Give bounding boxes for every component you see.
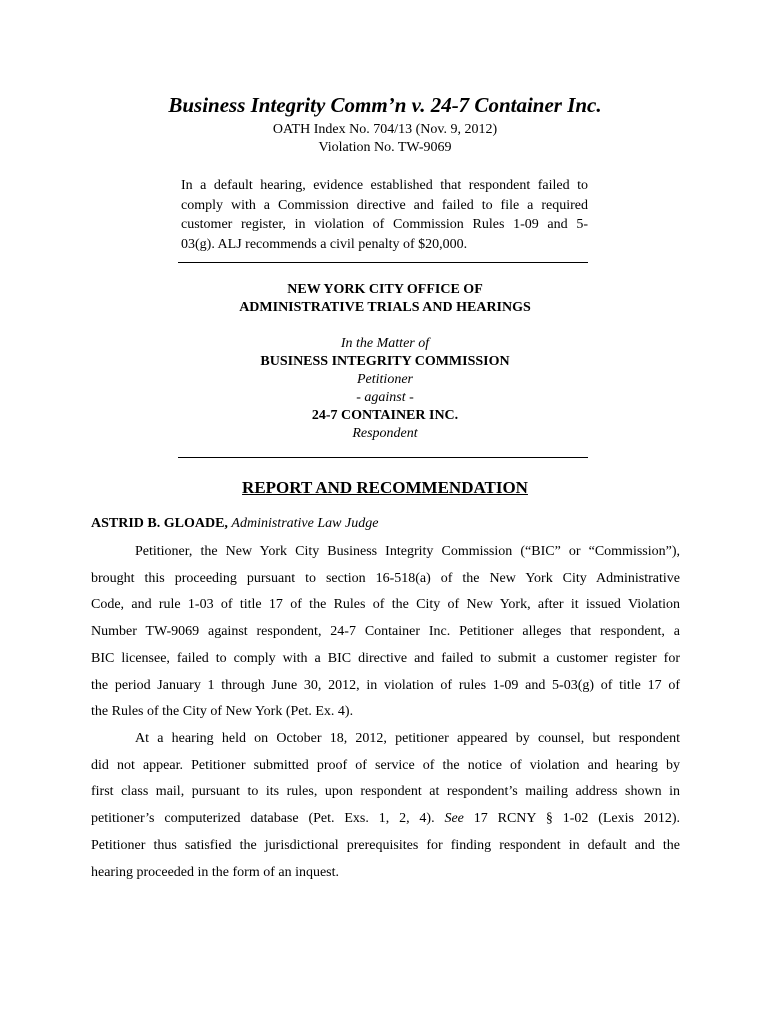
divider	[178, 457, 588, 458]
citation-signal: See	[444, 811, 464, 827]
body-line	[91, 811, 680, 827]
body-text-segment: petitioner’s computerized database (Pet. Exs. 1, 2, 4).	[91, 811, 445, 827]
body-line: At a hearing held on October 18, 2012, petitioner appeared by counsel, but respondent	[135, 731, 680, 746]
index-line: OATH Index No. 704/13 (Nov. 9, 2012)	[272, 122, 498, 137]
body-line: Code, and rule 1-03 of title 17 of the Rules of the City of New York, after it issued Violation	[91, 597, 680, 613]
summary-line: comply with a Commission directive and failed to file a required	[181, 197, 588, 213]
body-line: hearing proceeded in the form of an inquest.	[91, 864, 340, 880]
body-line: Petitioner thus satisfied the jurisdictional prerequisites for finding respondent in default and the	[91, 837, 680, 853]
summary-line: In a default hearing, evidence established that respondent failed to	[181, 178, 588, 193]
report-heading: REPORT AND RECOMMENDATION	[242, 478, 528, 497]
body-line: BIC licensee, failed to comply with a BIC directive and failed to submit a customer register for	[91, 650, 680, 666]
body-line: first class mail, pursuant to its rules, upon respondent at respondent’s mailing address shown in	[91, 784, 680, 800]
divider	[178, 262, 588, 263]
respondent-name: 24-7 CONTAINER INC.	[311, 408, 459, 423]
against-label: - against -	[356, 390, 414, 405]
summary-line: 03(g). ALJ recommends a civil penalty of $20,000.	[181, 236, 468, 252]
in-the-matter: In the Matter of	[340, 336, 430, 351]
office-name-line1: NEW YORK CITY OFFICE OF	[287, 282, 483, 297]
respondent-label: Respondent	[352, 426, 418, 441]
petitioner-name: BUSINESS INTEGRITY COMMISSION	[260, 354, 510, 369]
violation-line: Violation No. TW-9069	[318, 140, 452, 155]
body-line: did not appear. Petitioner submitted proof of service of the notice of violation and hearing by	[91, 757, 680, 773]
body-line: the Rules of the City of New York (Pet. Ex. 4).	[91, 704, 354, 720]
judge-title: Administrative Law Judge	[231, 516, 379, 531]
body-line: the period January 1 through June 30, 2012, in violation of rules 1-09 and 5-03(g) of title 17 of	[91, 677, 680, 693]
summary-line: customer register, in violation of Commission Rules 1-09 and 5-	[181, 217, 588, 232]
petitioner-label: Petitioner	[357, 372, 413, 387]
body-line: Petitioner, the New York City Business Integrity Commission (“BIC” or “Commission”),	[135, 544, 680, 559]
body-text-segment: 17 RCNY § 1-02 (Lexis 2012).	[463, 811, 680, 827]
judge-line	[91, 516, 378, 532]
body-line: brought this proceeding pursuant to section 16-518(a) of the New York City Administrative	[91, 570, 680, 586]
judge-name: ASTRID B. GLOADE,	[91, 516, 228, 531]
case-title: Business Integrity Comm’n v. 24-7 Container Inc.	[168, 93, 602, 117]
body-line: Number TW-9069 against respondent, 24-7 Container Inc. Petitioner alleges that respondent, a	[91, 624, 680, 640]
office-name-line2: ADMINISTRATIVE TRIALS AND HEARINGS	[239, 300, 531, 315]
case-summary	[181, 176, 588, 254]
